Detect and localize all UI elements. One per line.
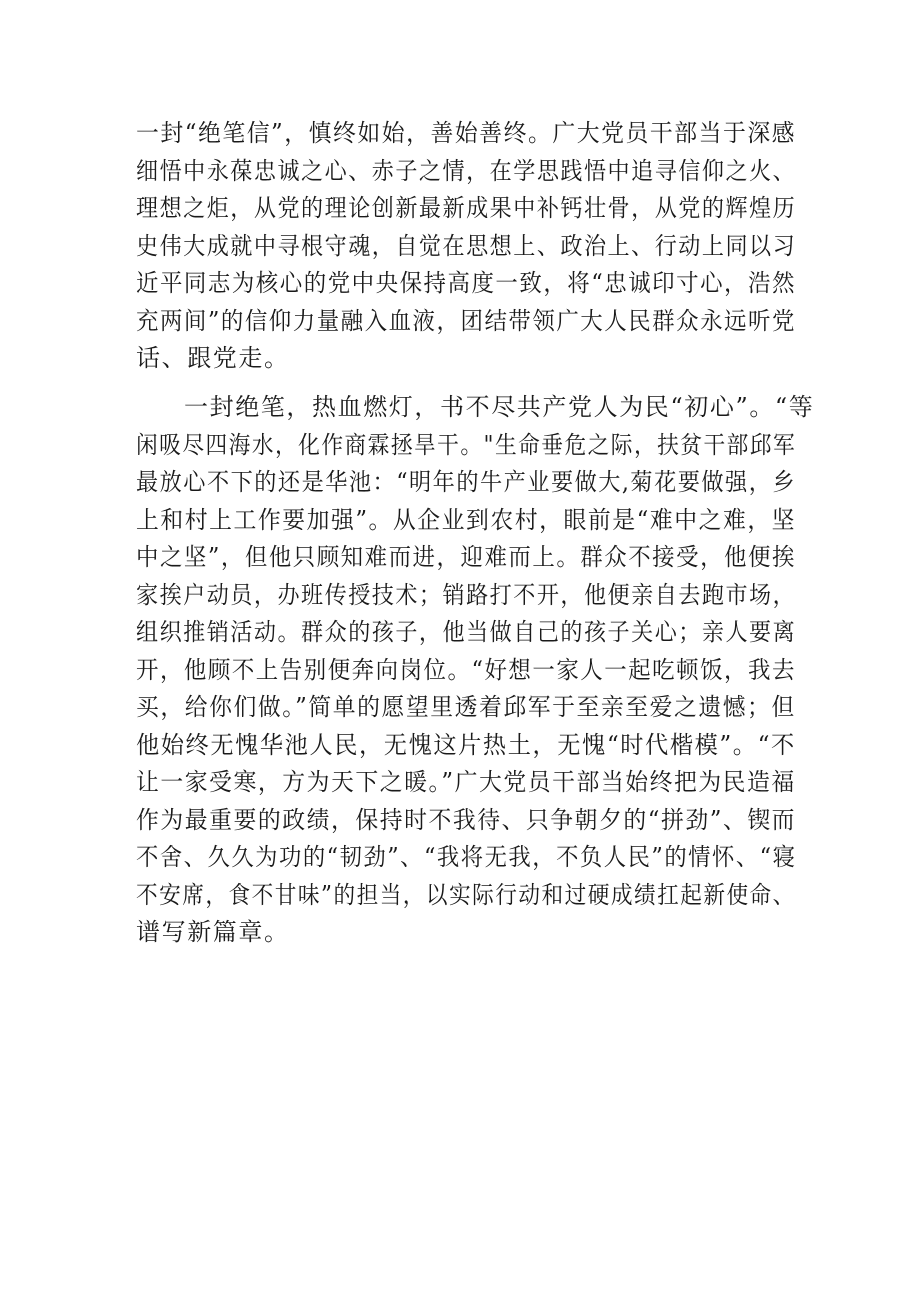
text-line: 近平同志为核心的党中央保持高度一致，将“忠诚印寸心，浩然: [136, 269, 796, 297]
text-line: 谱写新篇章。: [136, 918, 290, 946]
paragraph-start-line: 一封绝笔，热血燃灯，书不尽共产党人为民“初心”。“等: [184, 393, 815, 421]
text-line: 不安席，食不甘味”的担当，以实际行动和过硬成绩扛起新使命、: [136, 880, 796, 909]
text-line: 话、跟党走。: [136, 344, 290, 372]
text-line: 家挨户动员，办班传授技术；销路打不开，他便亲自去跑市场，: [136, 580, 797, 609]
text-line: 开，他顾不上告别便奔向岗位。“好想一家人一起吃顿饭，我去: [136, 655, 796, 684]
text-line: 组织推销活动。群众的孩子，他当做自己的孩子关心；亲人要离: [136, 618, 797, 646]
text-line: 细悟中永葆忠诚之心、赤子之情，在学思践悟中追寻信仰之火、: [136, 156, 797, 185]
text-line: 理想之炬，从党的理论创新最新成果中补钙壮骨，从党的辉煌历: [136, 194, 797, 222]
text-line: 闲吸尽四海水，化作商霖拯旱干。"生命垂危之际，扶贫干部邱军: [136, 430, 797, 459]
text-line: 上和村上工作要加强”。从企业到农村，眼前是“难中之难，坚: [136, 505, 797, 534]
text-line: 他始终无愧华池人民，无愧这片热土，无愧“时代楷模”。“不: [136, 730, 796, 759]
text-line: 让一家受寒，方为天下之暖。”广大党员干部当始终把为民造福: [136, 768, 796, 796]
text-line: 买，给你们做。”简单的愿望里透着邱军于至亲至爱之遗憾；但: [136, 693, 796, 721]
text-line: 史伟大成就中寻根守魂，自觉在思想上、政治上、行动上同以习: [136, 231, 797, 260]
text-line: 中之坚”，但他只顾知难而进，迎难而上。群众不接受，他便挨: [136, 543, 796, 571]
text-line: 充两间”的信仰力量融入血液，团结带领广大人民群众永远听党: [136, 306, 796, 335]
text-line: 最放心不下的还是华池：“明年的牛产业要做大,菊花要做强，乡: [136, 468, 797, 496]
text-line: 不舍、久久为功的“韧劲”、“我将无我，不负人民”的情怀、“寝: [136, 843, 797, 871]
text-line: 作为最重要的政绩，保持时不我待、只争朝夕的“拼劲”、锲而: [136, 805, 797, 834]
text-line: 一封“绝笔信”，慎终如始，善始善终。广大党员干部当于深感: [136, 119, 797, 147]
